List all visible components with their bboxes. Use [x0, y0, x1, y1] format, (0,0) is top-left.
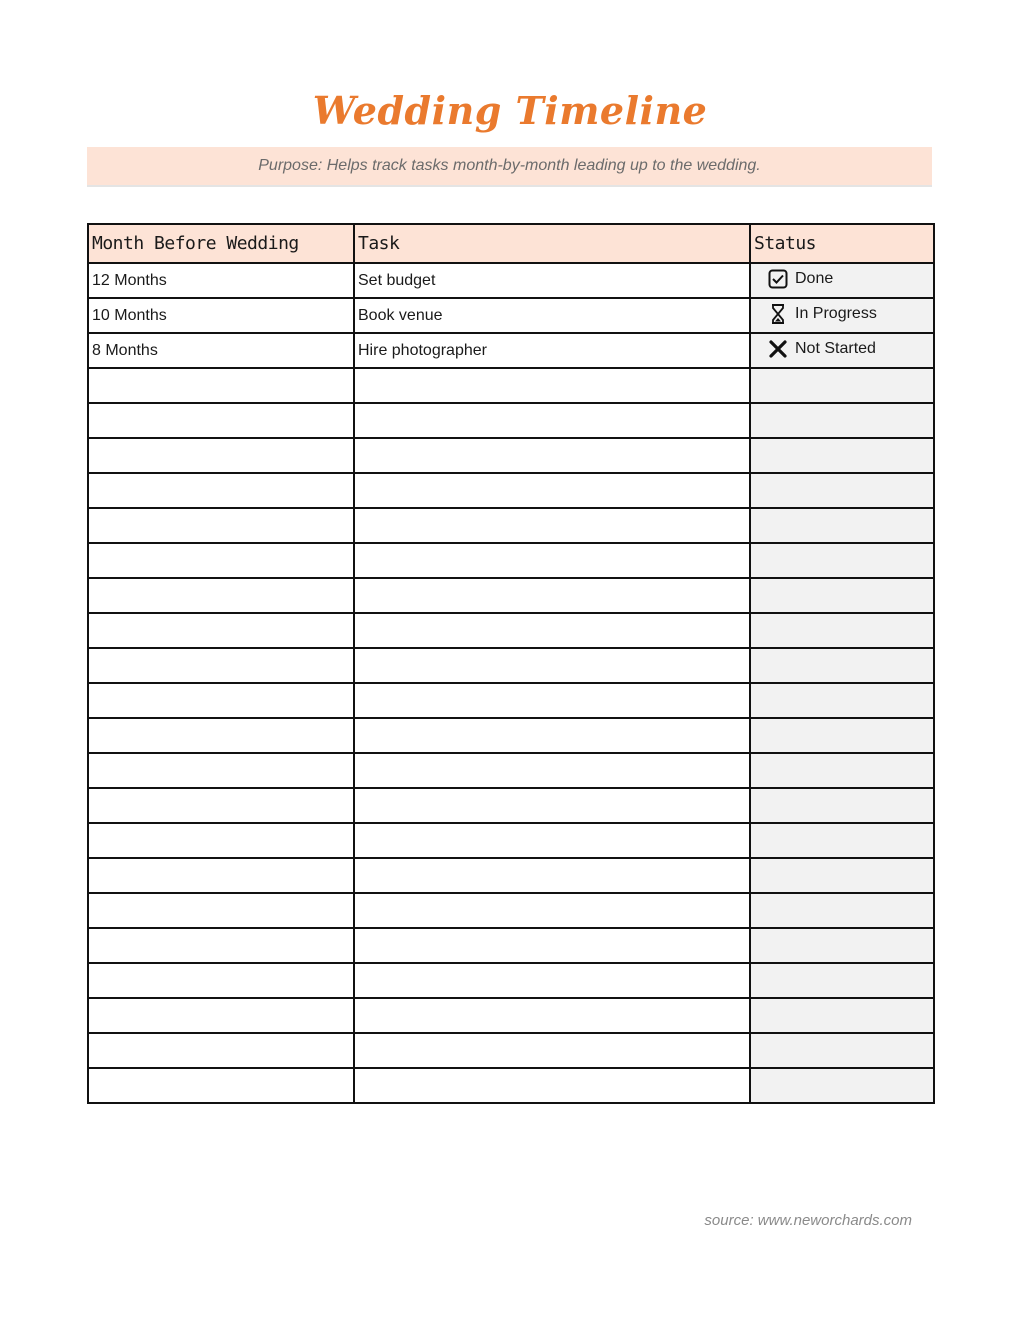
hourglass-icon: [767, 303, 789, 325]
month-cell[interactable]: [88, 578, 354, 613]
empty-table-row: [88, 963, 934, 998]
task-cell[interactable]: Set budget: [354, 263, 750, 298]
empty-table-row: [88, 1068, 934, 1103]
task-cell[interactable]: [354, 368, 750, 403]
task-cell[interactable]: [354, 753, 750, 788]
status-cell[interactable]: [750, 1033, 934, 1068]
purpose-banner: [87, 147, 932, 187]
table-row: [88, 298, 934, 333]
month-cell[interactable]: 10 Months: [88, 298, 354, 333]
task-cell[interactable]: [354, 438, 750, 473]
table-row: [88, 333, 934, 368]
task-cell[interactable]: [354, 893, 750, 928]
empty-table-row: [88, 648, 934, 683]
status-cell[interactable]: [750, 788, 934, 823]
header-task: Task: [354, 224, 750, 263]
month-cell[interactable]: [88, 403, 354, 438]
task-cell[interactable]: [354, 403, 750, 438]
month-cell[interactable]: 8 Months: [88, 333, 354, 368]
empty-table-row: [88, 858, 934, 893]
task-cell[interactable]: [354, 578, 750, 613]
status-cell[interactable]: [750, 823, 934, 858]
empty-table-row: [88, 683, 934, 718]
status-cell[interactable]: [750, 368, 934, 403]
empty-table-row: [88, 718, 934, 753]
status-cell[interactable]: [750, 438, 934, 473]
empty-table-row: [88, 543, 934, 578]
task-cell[interactable]: [354, 858, 750, 893]
month-cell[interactable]: [88, 683, 354, 718]
status-label: In Progress: [795, 304, 877, 322]
month-cell[interactable]: [88, 543, 354, 578]
empty-table-row: [88, 473, 934, 508]
task-cell[interactable]: [354, 928, 750, 963]
status-cell[interactable]: [750, 683, 934, 718]
task-cell[interactable]: [354, 1033, 750, 1068]
status-cell[interactable]: [750, 333, 934, 368]
status-label: Not Started: [795, 340, 876, 357]
month-cell[interactable]: [88, 823, 354, 858]
month-cell[interactable]: [88, 858, 354, 893]
task-cell[interactable]: [354, 788, 750, 823]
month-cell[interactable]: [88, 928, 354, 963]
status-cell[interactable]: [750, 263, 934, 298]
status-cell[interactable]: [750, 893, 934, 928]
month-cell[interactable]: [88, 473, 354, 508]
month-cell[interactable]: [88, 998, 354, 1033]
month-cell[interactable]: [88, 438, 354, 473]
status-cell[interactable]: [750, 613, 934, 648]
checkbox-icon: [767, 268, 789, 290]
empty-table-row: [88, 823, 934, 858]
header-status: Status: [750, 224, 934, 263]
task-cell[interactable]: Hire photographer: [354, 333, 750, 368]
status-cell[interactable]: [750, 718, 934, 753]
task-cell[interactable]: [354, 1068, 750, 1103]
month-cell[interactable]: [88, 718, 354, 753]
month-cell[interactable]: [88, 508, 354, 543]
task-cell[interactable]: [354, 683, 750, 718]
empty-table-row: [88, 403, 934, 438]
status-cell[interactable]: [750, 998, 934, 1033]
task-cell[interactable]: [354, 998, 750, 1033]
table-body: [88, 263, 934, 1103]
month-cell[interactable]: [88, 648, 354, 683]
task-cell[interactable]: [354, 508, 750, 543]
empty-table-row: [88, 788, 934, 823]
task-cell[interactable]: [354, 963, 750, 998]
header-month: Month Before Wedding: [88, 224, 354, 263]
status-cell[interactable]: [750, 858, 934, 893]
month-cell[interactable]: [88, 1068, 354, 1103]
task-cell[interactable]: [354, 718, 750, 753]
status-label: Done: [795, 269, 834, 287]
month-cell[interactable]: [88, 893, 354, 928]
month-cell[interactable]: [88, 368, 354, 403]
header-row: [88, 224, 934, 263]
purpose-text: Purpose: Helps track tasks month-by-month leading up to the wedding.: [258, 157, 761, 174]
empty-table-row: [88, 508, 934, 543]
task-cell[interactable]: [354, 613, 750, 648]
empty-table-row: [88, 893, 934, 928]
task-cell[interactable]: [354, 823, 750, 858]
status-cell[interactable]: [750, 508, 934, 543]
status-cell[interactable]: [750, 403, 934, 438]
empty-table-row: [88, 1033, 934, 1068]
month-cell[interactable]: [88, 788, 354, 823]
month-cell[interactable]: [88, 613, 354, 648]
empty-table-row: [88, 368, 934, 403]
task-cell[interactable]: Book venue: [354, 298, 750, 333]
x-mark-icon: [767, 338, 789, 360]
status-cell[interactable]: [750, 928, 934, 963]
table-row: [88, 263, 934, 298]
source-credit: source: www.neworchards.com: [704, 1212, 912, 1229]
page-title: Wedding Timeline: [312, 88, 708, 133]
task-cell[interactable]: [354, 648, 750, 683]
status-cell[interactable]: [750, 1068, 934, 1103]
empty-table-row: [88, 613, 934, 648]
month-cell[interactable]: 12 Months: [88, 263, 354, 298]
month-cell[interactable]: [88, 963, 354, 998]
empty-table-row: [88, 753, 934, 788]
empty-table-row: [88, 928, 934, 963]
empty-table-row: [88, 998, 934, 1033]
timeline-table: [87, 223, 935, 1104]
month-cell[interactable]: [88, 753, 354, 788]
status-cell[interactable]: [750, 543, 934, 578]
status-cell[interactable]: [750, 753, 934, 788]
empty-table-row: [88, 438, 934, 473]
status-cell[interactable]: [750, 298, 934, 333]
month-cell[interactable]: [88, 1033, 354, 1068]
status-cell[interactable]: [750, 963, 934, 998]
task-cell[interactable]: [354, 543, 750, 578]
status-cell[interactable]: [750, 473, 934, 508]
status-cell[interactable]: [750, 648, 934, 683]
empty-table-row: [88, 578, 934, 613]
status-cell[interactable]: [750, 578, 934, 613]
task-cell[interactable]: [354, 473, 750, 508]
